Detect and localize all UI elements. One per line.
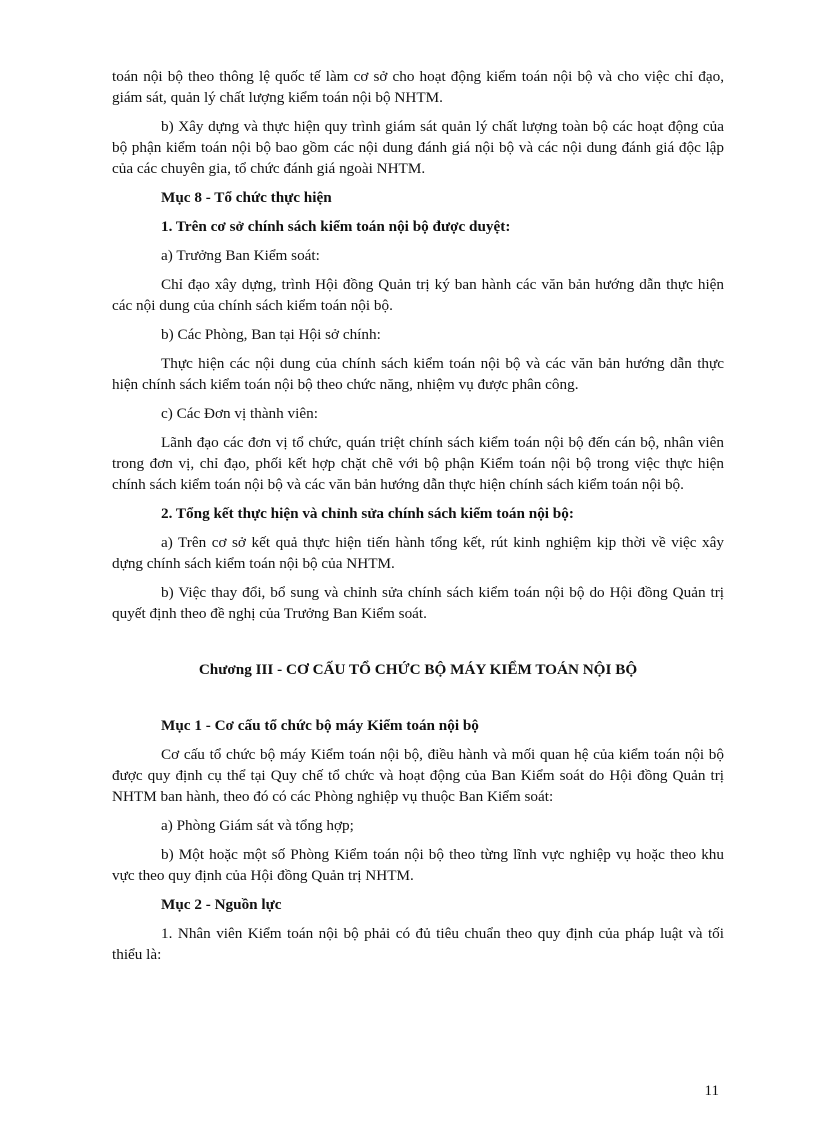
paragraph: 1. Nhân viên Kiểm toán nội bộ phải có đủ tiêu chuẩn theo quy định của pháp luật và tối thiểu là: (112, 925, 724, 963)
section-heading: Mục 1 - Cơ cấu tổ chức bộ máy Kiểm toán nội bộ (161, 717, 479, 734)
paragraph: b) Việc thay đổi, bổ sung và chỉnh sửa chính sách kiểm toán nội bộ do Hội đồng Quản trị quyết định theo đề nghị của Trưởng Ban Kiểm soát. (112, 584, 724, 622)
page-number: 11 (704, 1083, 719, 1099)
document-page (112, 66, 724, 965)
paragraph: a) Trên cơ sở kết quả thực hiện tiến hành tổng kết, rút kinh nghiệm kịp thời về việc xây dựng chính sách kiểm toán nội bộ của NHTM. (112, 534, 724, 572)
paragraph: toán nội bộ theo thông lệ quốc tế làm cơ sở cho hoạt động kiểm toán nội bộ và cho việc chỉ đạo, giám sát, quản lý chất lượng kiểm toán nội bộ NHTM. (112, 68, 724, 106)
paragraph: b) Các Phòng, Ban tại Hội sở chính: (161, 326, 381, 343)
paragraph: Thực hiện các nội dung của chính sách kiểm toán nội bộ và các văn bản hướng dẫn thực hiện chính sách kiểm toán nội bộ theo chức năng, nhiệm vụ được phân công. (112, 355, 724, 393)
paragraph: b) Một hoặc một số Phòng Kiểm toán nội bộ theo từng lĩnh vực nghiệp vụ hoặc theo khu vực theo quy định của Hội đồng Quản trị NHTM. (112, 846, 724, 884)
paragraph: a) Phòng Giám sát và tổng hợp; (161, 817, 354, 834)
paragraph: Cơ cấu tổ chức bộ máy Kiểm toán nội bộ, điều hành và mối quan hệ của kiểm toán nội bộ được quy định cụ thể tại Quy chế tổ chức và hoạt động của Ban Kiểm soát do Hội đồng Quản trị NHTM ban hành, theo đó có các Phòng nghiệp vụ thuộc Ban Kiểm soát: (112, 746, 724, 805)
paragraph: c) Các Đơn vị thành viên: (161, 405, 318, 422)
subsection-heading: 1. Trên cơ sở chính sách kiểm toán nội bộ được duyệt: (161, 218, 511, 235)
section-heading: Mục 2 - Nguồn lực (161, 896, 282, 913)
subsection-heading: 2. Tổng kết thực hiện và chỉnh sửa chính sách kiểm toán nội bộ: (161, 505, 574, 522)
paragraph: Chỉ đạo xây dựng, trình Hội đồng Quản trị ký ban hành các văn bản hướng dẫn thực hiện các nội dung của chính sách kiểm toán nội bộ. (112, 276, 724, 314)
paragraph: a) Trưởng Ban Kiểm soát: (161, 247, 320, 264)
chapter-title: Chương III - CƠ CẤU TỔ CHỨC BỘ MÁY KIỂM TOÁN NỘI BỘ (198, 661, 638, 678)
section-heading: Mục 8 - Tổ chức thực hiện (161, 189, 332, 206)
paragraph: b) Xây dựng và thực hiện quy trình giám sát quản lý chất lượng toàn bộ các hoạt động của bộ phận kiểm toán nội bộ bao gồm các nội dung đánh giá nội bộ và các nội dung đánh giá độc lập của các chuyên gia, tổ chức đánh giá ngoài NHTM. (112, 118, 724, 177)
paragraph: Lãnh đạo các đơn vị tổ chức, quán triệt chính sách kiểm toán nội bộ đến cán bộ, nhân viên trong đơn vị, chỉ đạo, phối kết hợp chặt chẽ với bộ phận Kiểm toán nội bộ trong việc thực hiện chính sách kiểm toán nội bộ và các văn bản hướng dẫn thực hiện chính sách kiểm toán nội bộ. (112, 434, 724, 493)
